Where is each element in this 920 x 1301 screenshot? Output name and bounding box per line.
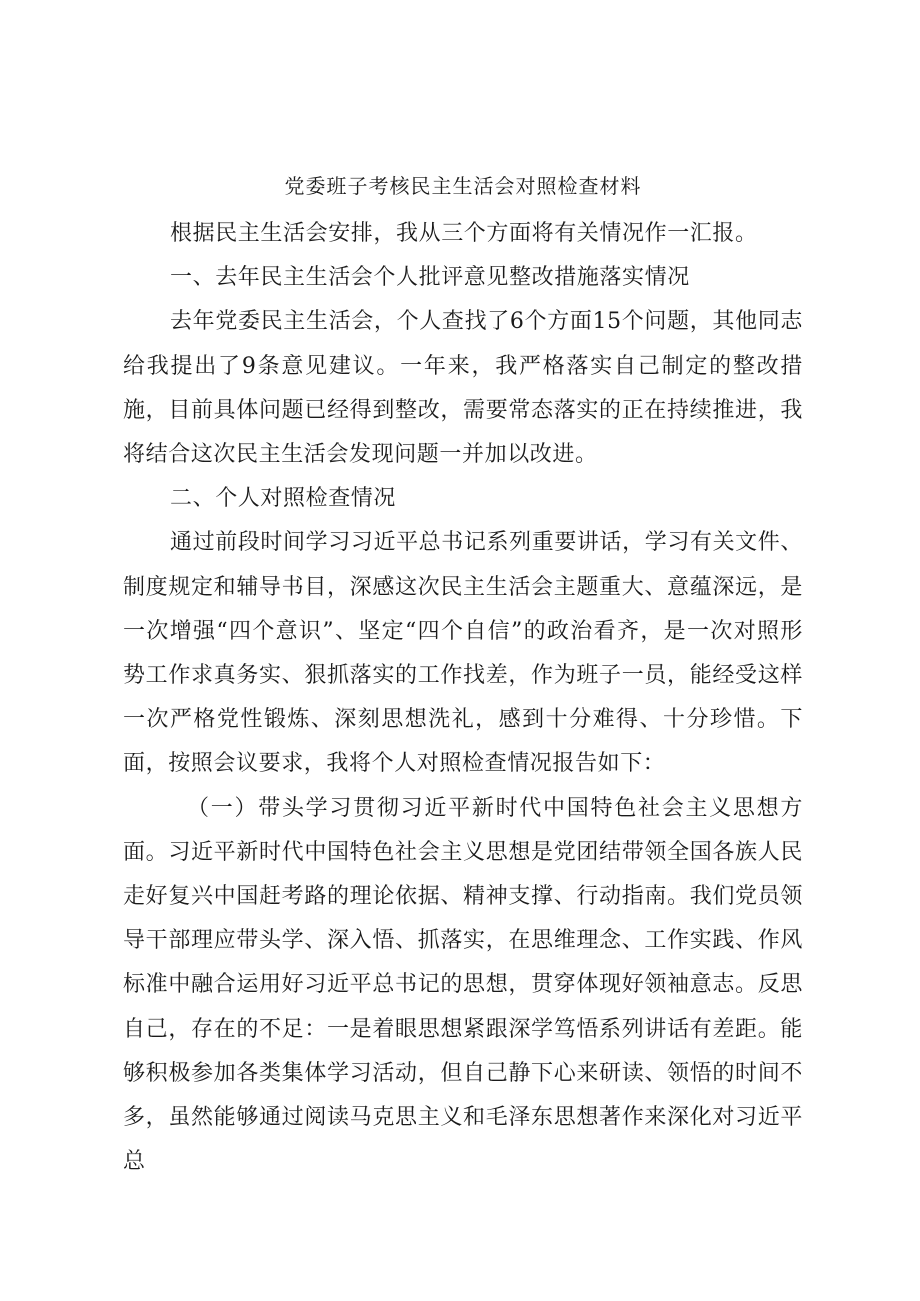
paragraph-study: 通过前段时间学习习近平总书记系列重要讲话，学习有关文件、制度规定和辅导书目，深感这次民主生活会主题重大、意蕴深远，是一次增强“四个意识”、坚定“四个自信”的政治看齐，是一次对照形势工作求真务实、狠抓落实的工作找差，作为班子一员，能经受这样一次严格党性锻炼、深刻思想洗礼，感到十分难得、十分珍惜。下面，按照会议要求，我将个人对照检查情况报告如下： bbox=[123, 530, 803, 777]
paragraph-rectification: 去年党委民主生活会，个人查找了6个方面15个问题，其他同志给我提出了9条意见建议。一年来，我严格落实自己制定的整改措施，目前具体问题已经得到整改，需要常态落实的正在持续推进，我将结合这次民主生活会发现问题一并加以改进。 bbox=[123, 309, 803, 468]
section-heading-1: 一、去年民主生活会个人批评意见整改措施落实情况 bbox=[170, 265, 690, 291]
section-heading-2: 二、个人对照检查情况 bbox=[170, 486, 397, 512]
document-title: 党委班子考核民主生活会对照检查材料 bbox=[284, 174, 642, 198]
paragraph-subsection-1: （一）带头学习贯彻习近平新时代中国特色社会主义思想方面。习近平新时代中国特色社会主义思想是党团结带领全国各族人民走好复兴中国赶考路的理论依据、精神支撑、行动指南。我们党员领导干部理应带头学、深入悟、抓落实，在思维理念、工作实践、作风标准中融合运用好习近平总书记的思想，贯穿体现好领袖意志。反思自己，存在的不足：一是着眼思想紧跟深学笃悟系列讲话有差距。能够积极参加各类集体学习活动，但自己静下心来研读、领悟的时间不多，虽然能够通过阅读马克思主义和毛泽东思想著作来深化对习近平总 bbox=[123, 795, 803, 1175]
paragraph-intro: 根据民主生活会安排，我从三个方面将有关情况作一汇报。 bbox=[170, 221, 758, 246]
document-page bbox=[123, 168, 803, 1184]
